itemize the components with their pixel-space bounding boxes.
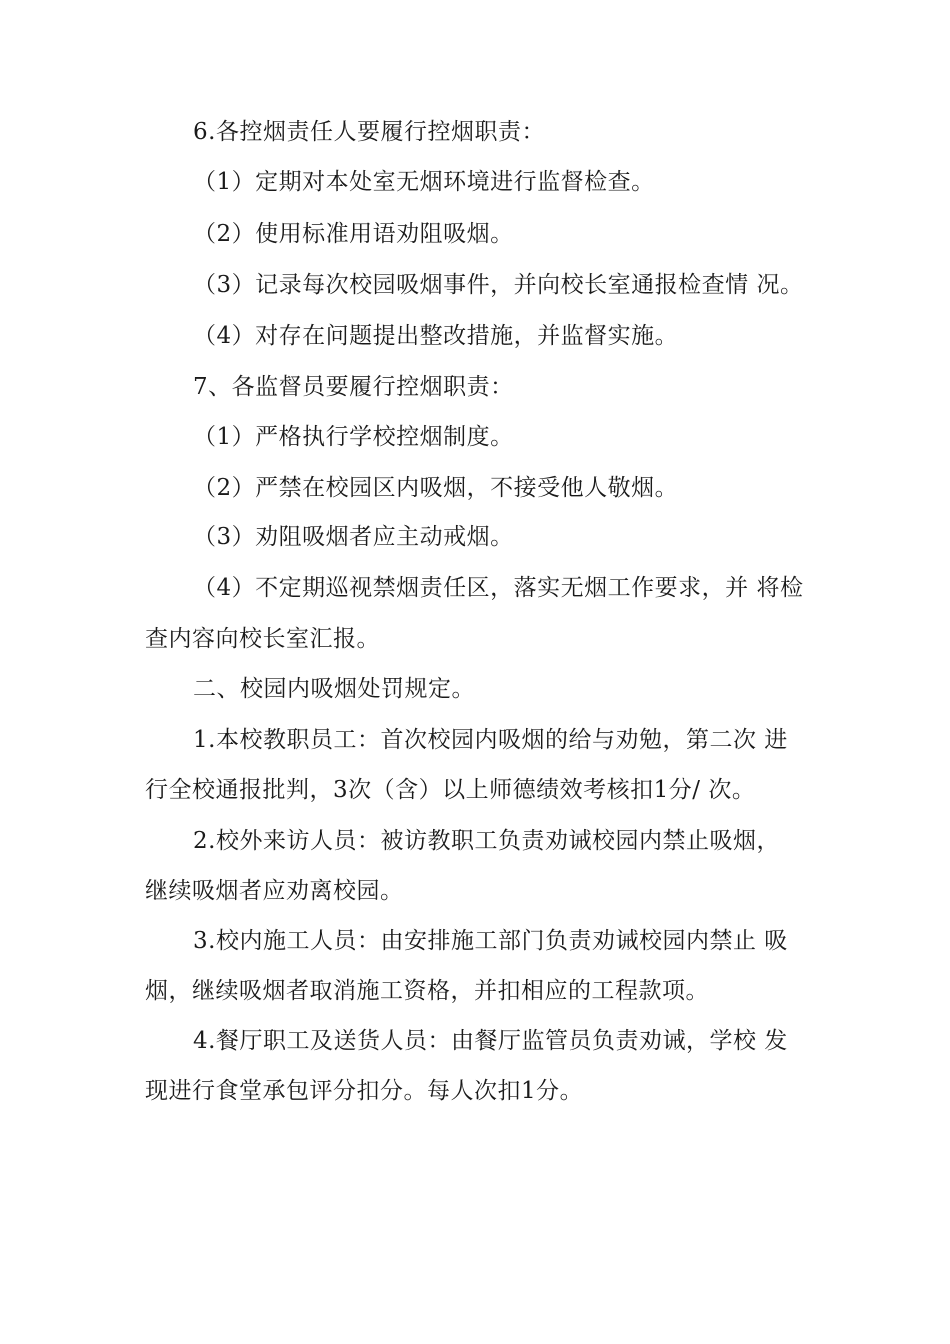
text-line: 烟，继续吸烟者取消施工资格，并扣相应的工程款项。 [145, 978, 709, 1004]
text-line: 7、各监督员要履行控烟职责： [193, 374, 514, 400]
text-line: （3）记录每次校园吸烟事件，并向校长室通报检查情 况。 [193, 272, 804, 298]
text-line: 3.校内施工人员：由安排施工部门负责劝诫校园内禁止 吸 [193, 928, 788, 954]
text-line: （3）劝阻吸烟者应主动戒烟。 [193, 524, 514, 550]
text-line: （2）严禁在校园区内吸烟，不接受他人敬烟。 [193, 475, 679, 501]
text-line: 2.校外来访人员：被访教职工负责劝诫校园内禁止吸烟， [193, 828, 780, 854]
text-line: 1.本校教职员工：首次校园内吸烟的给与劝勉，第二次 进 [193, 727, 788, 753]
text-line: （1）定期对本处室无烟环境进行监督检查。 [193, 169, 655, 195]
text-line: 继续吸烟者应劝离校园。 [145, 878, 404, 904]
text-line: 6.各控烟责任人要履行控烟职责： [193, 119, 545, 145]
text-line: 查内容向校长室汇报。 [145, 626, 380, 652]
text-line: （4）对存在问题提出整改措施，并监督实施。 [193, 323, 679, 349]
text-line: 现进行食堂承包评分扣分。每人次扣1分。 [145, 1078, 584, 1104]
text-line: 行全校通报批判，3次（含）以上师德绩效考核扣1分/ 次。 [145, 777, 756, 803]
text-line: （2）使用标准用语劝阻吸烟。 [193, 221, 514, 247]
text-line: 4.餐厅职工及送货人员：由餐厅监管员负责劝诫，学校 发 [193, 1028, 788, 1054]
section-heading: 二、校园内吸烟处罚规定。 [193, 676, 475, 702]
text-line: （1）严格执行学校控烟制度。 [193, 424, 514, 450]
text-line: （4）不定期巡视禁烟责任区，落实无烟工作要求，并 将检 [193, 575, 804, 601]
